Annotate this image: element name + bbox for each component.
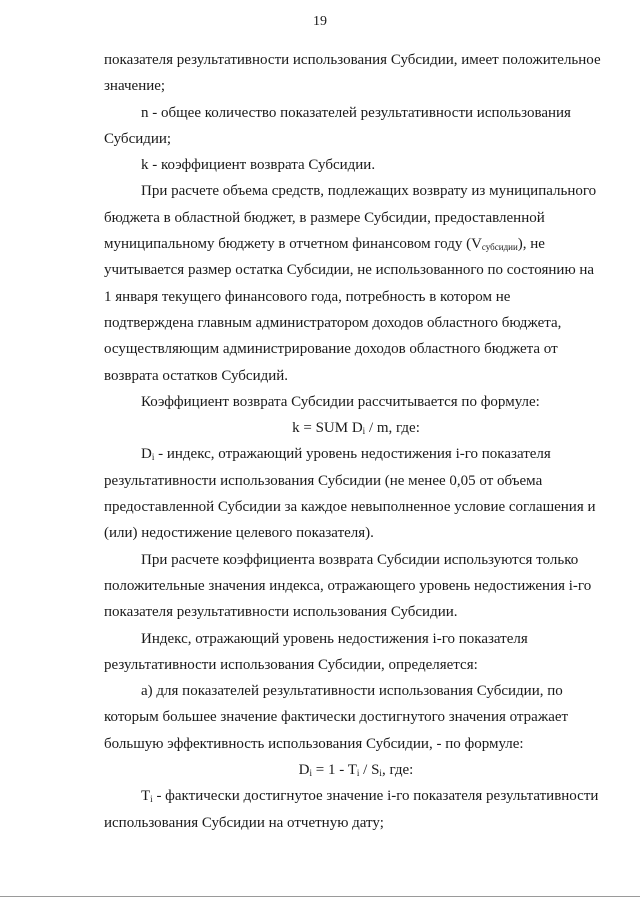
text-line: использования Субсидии на отчетную дату; (104, 814, 384, 831)
text-span: = 1 - T (312, 762, 357, 779)
text-span: D (298, 762, 310, 779)
text-span: k = SUM D (292, 420, 363, 437)
text-line: большую эффективность использования Субсидии, - по формуле: (104, 735, 524, 752)
text-line: Коэффициент возврата Субсидии рассчитывается по формуле: (141, 393, 540, 410)
text-line: (или) недостижение целевого показателя). (104, 525, 374, 542)
text-span: , где: (381, 762, 414, 779)
text-line: предоставленной Субсидии за каждое невыполненное условие соглашения и (104, 499, 596, 516)
text-span: - фактически достигнутое значение i-го показателя результативности (152, 788, 599, 805)
text-span: муниципальному бюджету в отчетном финансовом году (V (104, 236, 482, 253)
text-span: T (141, 788, 151, 805)
subscript: i (150, 794, 153, 805)
text-line: n - общее количество показателей результативности использования (141, 104, 571, 121)
text-span: D (141, 446, 152, 463)
subscript: i (356, 768, 360, 779)
text-line: а) для показателей результативности использования Субсидии, по (141, 683, 563, 700)
subscript: i (362, 426, 366, 437)
text-line: осуществляющим администрирование доходов областного бюджета от (104, 341, 558, 358)
subscript: субсидии (481, 242, 518, 253)
page-number: 19 (313, 14, 327, 29)
text-line: При расчете коэффициента возврата Субсидии используются только (141, 551, 579, 568)
text-line: положительные значения индекса, отражающего уровень недостижения i-го (104, 577, 592, 594)
subscript: i (309, 768, 313, 779)
text-line: бюджета в областной бюджет, в размере Субсидии, предоставленной (104, 209, 545, 226)
text-line: учитывается размер остатка Субсидии, не использованного по состоянию на (104, 262, 595, 279)
text-line: которым большее значение фактически достигнутого значения отражает (104, 709, 569, 726)
text-line: возврата остатков Субсидий. (104, 367, 289, 384)
text-line: результативности использования Субсидии, определяется: (104, 656, 478, 673)
text-line: 1 января текущего финансового года, потребность в котором не (104, 288, 511, 305)
text-span: / m, где: (365, 420, 420, 437)
text-line: Индекс, отражающий уровень недостижения i-го показателя (141, 630, 528, 647)
formula-d (104, 757, 608, 783)
subscript: i (379, 768, 382, 779)
text-span: / S (359, 762, 380, 779)
text-line (104, 441, 608, 467)
bottom-border-line (0, 896, 640, 897)
subscript: i (151, 452, 155, 463)
text-line: показателя результативности использования Субсидии, имеет положительное (104, 52, 601, 68)
formula-k (104, 415, 608, 441)
text-line (104, 231, 608, 257)
text-span: - индекс, отражающий уровень недостижения i-го показателя (154, 446, 551, 463)
text-line (104, 783, 608, 809)
text-line: k - коэффициент возврата Субсидии. (141, 157, 376, 174)
document-body (104, 47, 608, 836)
text-line: Субсидии; (104, 130, 172, 147)
text-line: результативности использования Субсидии (не менее 0,05 от объема (104, 472, 543, 489)
text-span: ), не (517, 236, 545, 253)
text-line: значение; (104, 78, 166, 95)
text-line: показателя результативности использования Субсидии. (104, 604, 458, 621)
text-line: При расчете объема средств, подлежащих возврату из муниципального (141, 183, 597, 200)
text-line: подтверждена главным администратором доходов областного бюджета, (104, 314, 562, 331)
